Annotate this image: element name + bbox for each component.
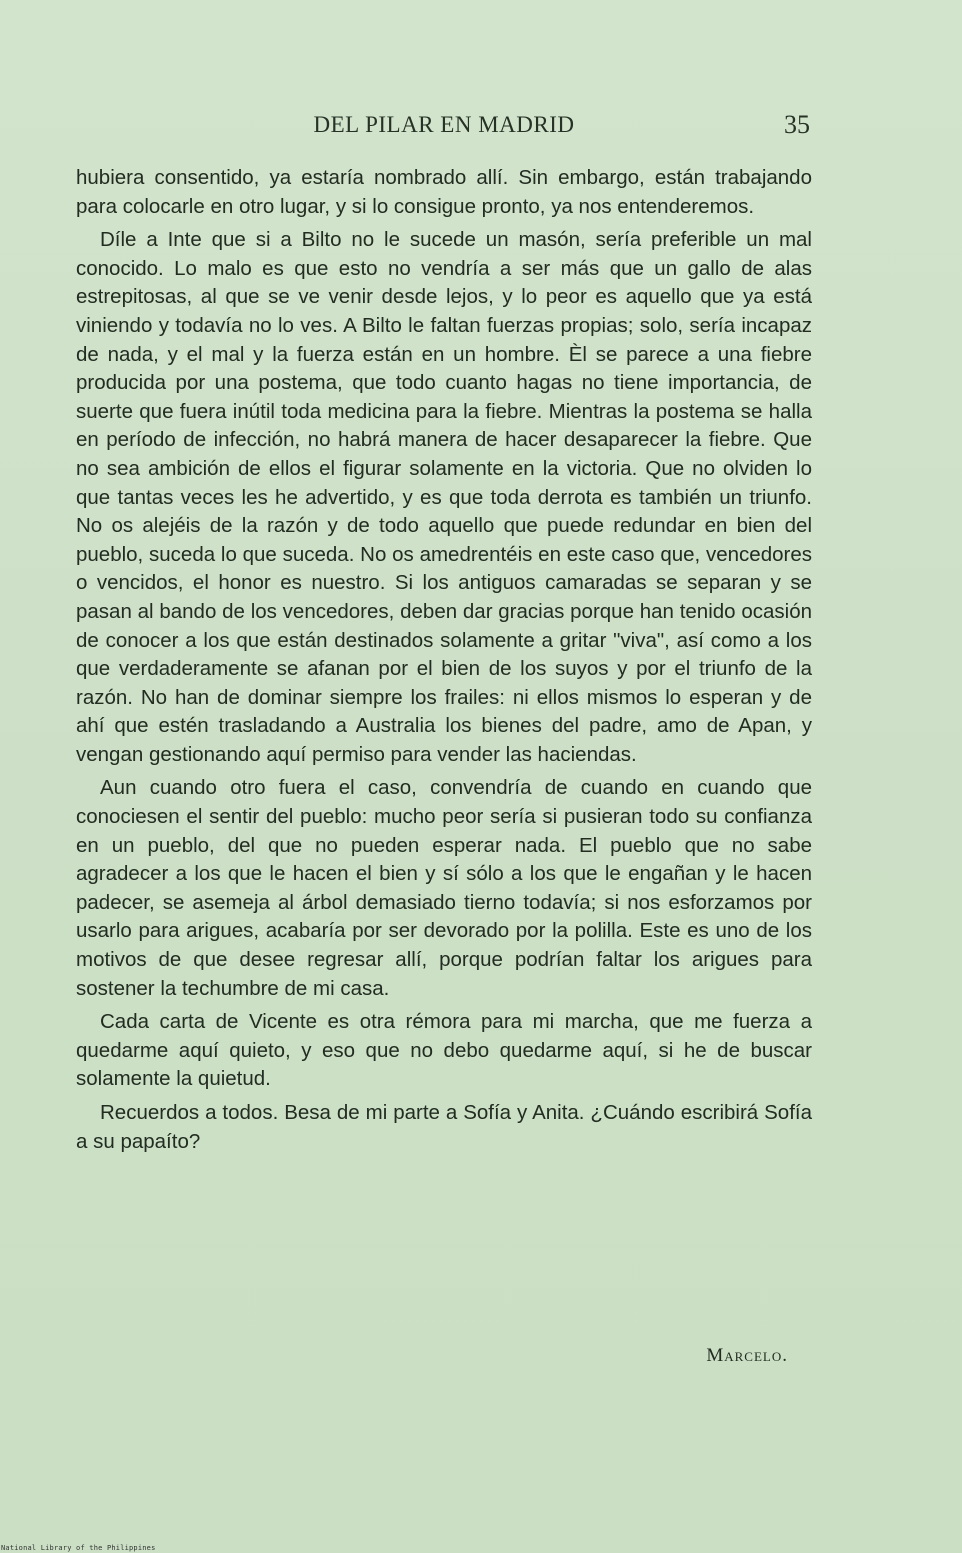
signature: Marcelo. [706,1345,788,1366]
paragraph-1: hubiera consentido, ya estaría nombrado allí. Sin embargo, están trabajando para colocarle en otro lugar, y si lo consigue pronto, ya nos entenderemos. [76,166,812,218]
body-text [76,164,812,1156]
library-credit: National Library of the Philippines [1,1544,156,1552]
running-title: DEL PILAR EN MADRID [313,112,575,137]
paragraph-5: Recuerdos a todos. Besa de mi parte a Sofía y Anita. ¿Cuándo escribirá Sofía a su papaíto? [76,1101,812,1153]
running-header [76,108,812,144]
paragraph-3: Aun cuando otro fuera el caso, convendría de cuando en cuando que conociesen el sentir del pueblo: mucho peor sería si pusieran todo su confianza en un pueblo, del que no pueden esperar nada. El pueblo que no sabe agradecer a los que le hacen el bien y sí sólo a los que le engañan y le hacen padecer, se asemeja al árbol demasiado tierno todavía; si nos esforzamos por usarlo para arigues, acabaría por ser devorado por la polilla. Este es uno de los motivos de que desee regresar allí, porque podrían faltar los arigues para sostener la techumbre de mi casa. [76,776,812,1000]
page-number: 35 [784,110,810,139]
paragraph-2: Díle a Inte que si a Bilto no le sucede un masón, sería preferible un mal conocido. Lo malo es que esto no vendría a ser más que un gallo de alas estrepitosas, al que se ve venir desde lejos, y lo peor es aquello que ya está viniendo y todavía no lo ves. A Bilto le faltan fuerzas propias; solo, sería incapaz de nada, y el mal y la fuerza están en un hombre. Èl se parece a una fiebre producida por una postema, que todo cuanto hagas no tiene importancia, de suerte que fuera inútil toda medicina para la fiebre. Mientras la postema se halla en período de infección, no habrá manera de hacer desaparecer la fiebre. Que no sea ambición de ellos el figurar solamente en la victoria. Que no olviden lo que tantas veces les he advertido, y es que toda derrota es también un triunfo. No os alejéis de la razón y de todo aquello que puede redundar en bien del pueblo, suceda lo que suceda. No os amedrentéis en este caso que, vencedores o vencidos, el honor es nuestro. Si los antiguos camaradas se separan y se pasan al bando de los vencedores, deben dar gracias porque han tenido ocasión de conocer a los que están destinados solamente a gritar "viva", así como a los que verdaderamente se afanan por el bien de los suyos y por el triunfo de la razón. No han de dominar siempre los frailes: ni ellos mismos lo esperan y de ahí que estén trasladando a Australia los bienes del padre, amo de Apan, y vengan gestionando aquí permiso para vender las haciendas. [76,228,812,766]
paragraph-4: Cada carta de Vicente es otra rémora para mi marcha, que me fuerza a quedarme aquí quieto, y eso que no debo quedarme aquí, si he de buscar solamente la quietud. [76,1010,812,1091]
